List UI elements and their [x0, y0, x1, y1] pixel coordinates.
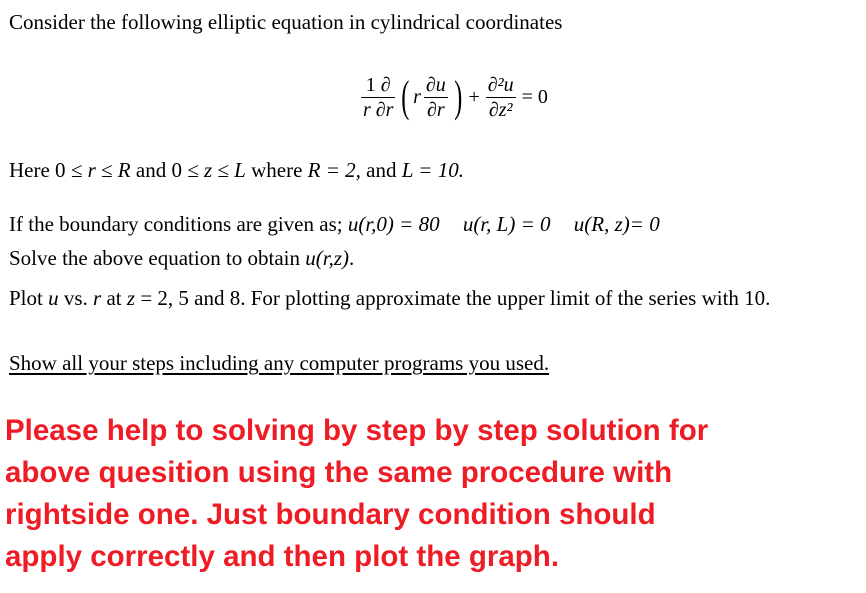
intro-text: Consider the following elliptic equation in cylindrical coordinates	[9, 10, 563, 34]
fraction-one-over-r-d-dr	[361, 74, 395, 121]
plot-p4: = 2, 5 and 8. For plotting approximate the upper limit of the series with 10.	[135, 286, 771, 310]
domain-prefix: Here 0	[9, 158, 66, 182]
frac2-numerator: ∂u	[425, 73, 446, 96]
plus-sign: +	[468, 85, 480, 108]
plot-p1: Plot	[9, 286, 49, 310]
frac3-denominator: ∂z²	[488, 98, 513, 121]
solve-suffix: .	[349, 246, 355, 270]
fraction-d2u-dz2	[486, 74, 516, 121]
domain-and: and 0	[130, 158, 182, 182]
z-range: ≤ z ≤ L	[187, 158, 246, 182]
domain-and2: and	[360, 158, 402, 182]
paren-close: )	[454, 72, 463, 121]
plot-r: r	[93, 286, 102, 310]
frac2-bar	[424, 97, 448, 98]
solve-target: u(r,z)	[305, 246, 350, 270]
solve-prefix: Solve the above equation to obtain	[9, 246, 306, 270]
boundary-conditions	[9, 212, 660, 236]
solve-statement	[9, 246, 354, 270]
frac2-denominator: ∂r	[427, 98, 445, 121]
frac3-bar	[486, 97, 516, 98]
note-line-1: Please help to solving by step by step solution for	[5, 414, 709, 447]
note-line-2: above quesition using the same procedure with	[5, 456, 673, 489]
plot-z: z	[126, 286, 136, 310]
frac3-numerator: ∂²u	[487, 73, 514, 96]
plot-p3: at	[101, 286, 127, 310]
note-line-3: rightside one. Just boundary condition should	[5, 498, 656, 531]
R-value: R = 2,	[307, 158, 361, 182]
plot-instruction	[9, 286, 770, 310]
equals-zero: = 0	[521, 85, 548, 108]
frac1-numerator: 1 ∂	[365, 73, 391, 96]
elliptic-equation	[358, 62, 551, 132]
fraction-du-dr	[424, 74, 448, 121]
L-value: L = 10.	[401, 158, 464, 182]
r-range: ≤ r ≤ R	[70, 158, 131, 182]
bc-side: u(R, z)= 0	[573, 212, 660, 236]
plot-p2: vs.	[58, 286, 94, 310]
inner-coefficient-r: r	[413, 85, 421, 108]
bc-top: u(r, L) = 0	[462, 212, 551, 236]
bc-bottom: u(r,0) = 80	[347, 212, 440, 236]
bc-prefix: If the boundary conditions are given as;	[9, 212, 343, 236]
plot-u: u	[48, 286, 59, 310]
frac1-bar	[361, 97, 395, 98]
help-request-note	[5, 410, 785, 578]
note-line-4: apply correctly and then plot the graph.	[5, 540, 560, 573]
show-steps-instruction: Show all your steps including any computer programs you used.	[9, 351, 550, 375]
frac1-denominator: r ∂r	[363, 98, 394, 121]
domain-where: where	[245, 158, 308, 182]
domain-statement	[9, 158, 464, 182]
paren-open: (	[401, 72, 410, 121]
